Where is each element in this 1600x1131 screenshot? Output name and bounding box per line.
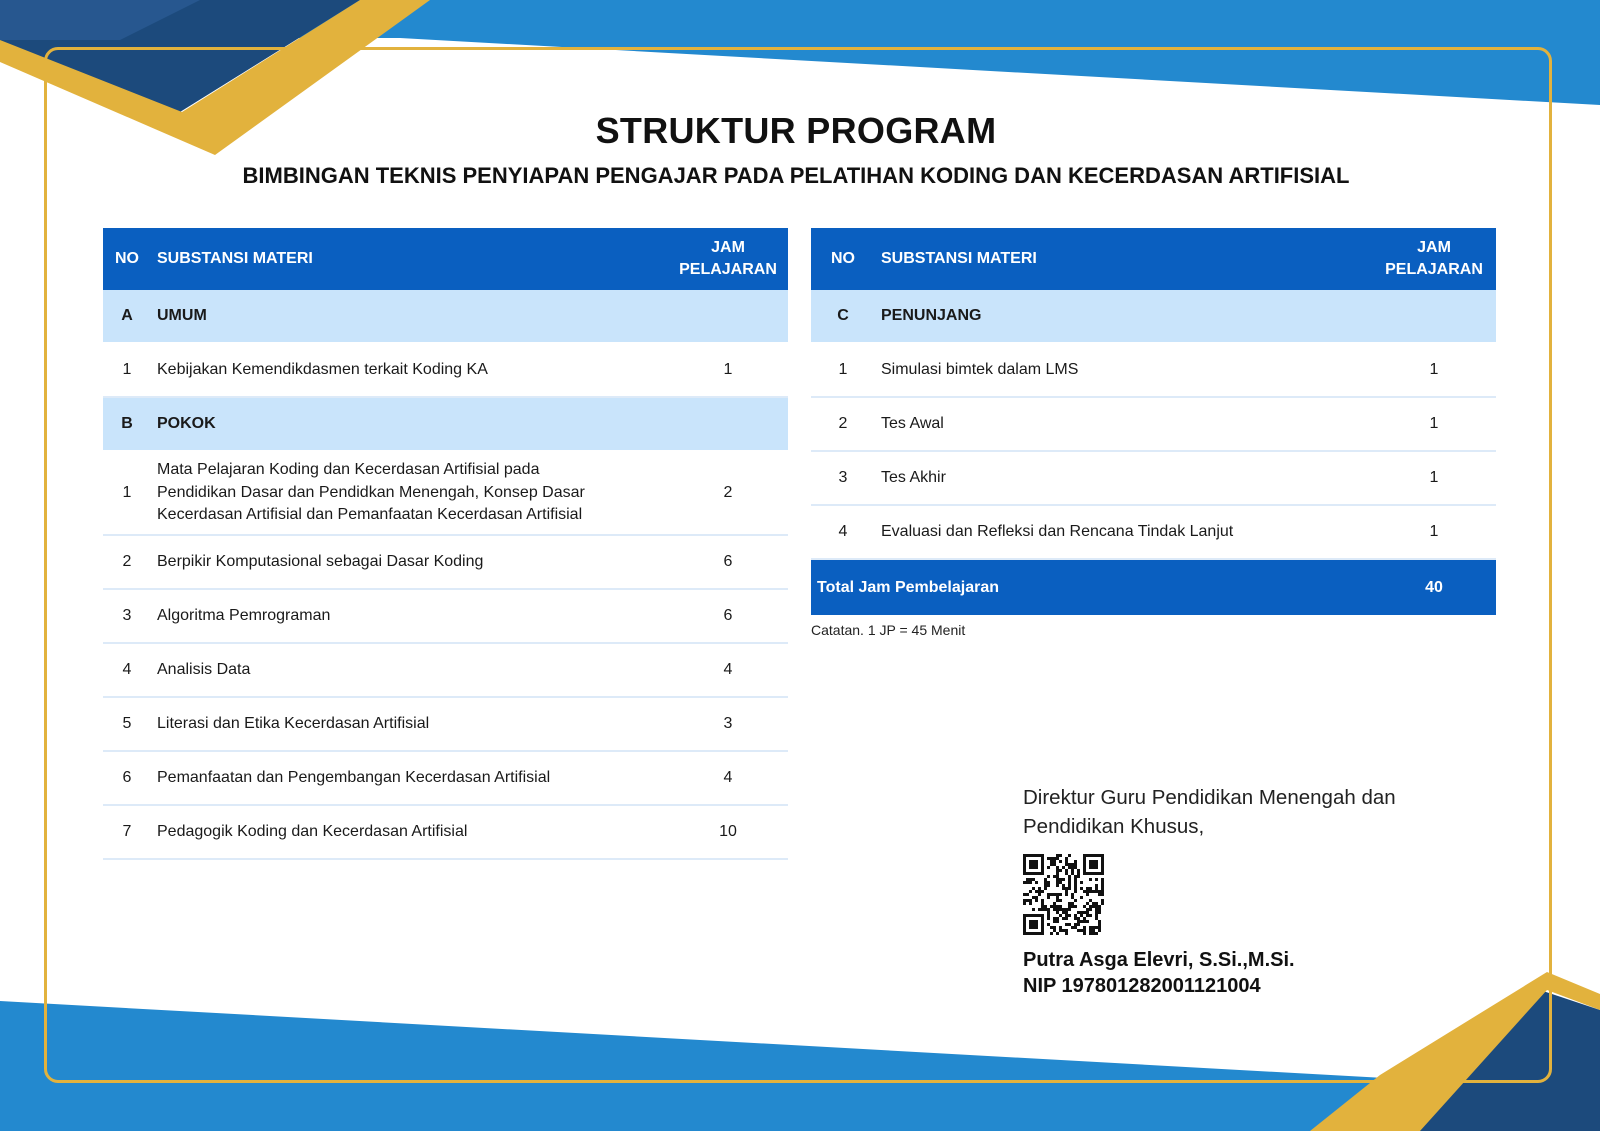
table-row xyxy=(811,451,1496,505)
row-no: 1 xyxy=(811,343,875,397)
table-row xyxy=(103,643,788,697)
row-materi: Algoritma Pemrograman xyxy=(151,589,668,643)
table-row xyxy=(103,589,788,643)
row-jam: 1 xyxy=(1372,397,1496,451)
section-code: A xyxy=(103,290,151,343)
table-row xyxy=(103,451,788,535)
table-row xyxy=(811,397,1496,451)
row-jam: 4 xyxy=(668,643,788,697)
row-materi: Pedagogik Koding dan Kecerdasan Artifisial xyxy=(151,805,668,859)
row-materi: Mata Pelajaran Koding dan Kecerdasan Artifisial pada Pendidikan Dasar dan Pendidkan Menengah, Konsep Dasar Kecerdasan Artifisial dan Pemanfaatan Kecerdasan Artifisial xyxy=(151,451,668,535)
row-materi: Analisis Data xyxy=(151,643,668,697)
footnote: Catatan. 1 JP = 45 Menit xyxy=(811,622,966,638)
table-row xyxy=(103,697,788,751)
row-materi: Simulasi bimtek dalam LMS xyxy=(875,343,1372,397)
row-materi: Kebijakan Kemendikdasmen terkait Koding KA xyxy=(151,343,668,397)
table-row xyxy=(811,505,1496,559)
row-no: 3 xyxy=(811,451,875,505)
row-jam: 3 xyxy=(668,697,788,751)
table-row xyxy=(103,535,788,589)
row-materi: Pemanfaatan dan Pengembangan Kecerdasan Artifisial xyxy=(151,751,668,805)
total-row xyxy=(811,559,1496,615)
row-jam: 1 xyxy=(1372,505,1496,559)
section-row-penunjang xyxy=(811,290,1496,343)
program-table-left xyxy=(103,228,788,860)
table-row xyxy=(811,343,1496,397)
column-header-no: NO xyxy=(811,228,875,290)
row-jam: 2 xyxy=(668,451,788,535)
column-header-jam: JAM PELAJARAN xyxy=(1372,228,1496,290)
signatory-name: Putra Asga Elevri, S.Si.,M.Si. xyxy=(1023,949,1295,971)
row-no: 4 xyxy=(103,643,151,697)
row-no: 1 xyxy=(103,451,151,535)
row-jam: 1 xyxy=(1372,451,1496,505)
section-row-pokok xyxy=(103,397,788,451)
column-header-no: NO xyxy=(103,228,151,290)
section-name: PENUNJANG xyxy=(875,290,1496,343)
section-name: POKOK xyxy=(151,397,788,451)
table-header-row xyxy=(103,228,788,290)
table-row xyxy=(103,343,788,397)
section-row-umum xyxy=(103,290,788,343)
row-no: 5 xyxy=(103,697,151,751)
table-header-row xyxy=(811,228,1496,290)
row-no: 3 xyxy=(103,589,151,643)
section-code: C xyxy=(811,290,875,343)
table-row xyxy=(103,805,788,859)
qr-code xyxy=(1023,854,1104,935)
section-code: B xyxy=(103,397,151,451)
signatory-name-block xyxy=(1023,947,1295,999)
row-no: 2 xyxy=(103,535,151,589)
row-no: 4 xyxy=(811,505,875,559)
table-row xyxy=(103,751,788,805)
row-materi: Berpikir Komputasional sebagai Dasar Koding xyxy=(151,535,668,589)
page-title: STRUKTUR PROGRAM xyxy=(595,110,997,151)
row-materi: Evaluasi dan Refleksi dan Rencana Tindak Lanjut xyxy=(875,505,1372,559)
row-no: 1 xyxy=(103,343,151,397)
row-jam: 1 xyxy=(1372,343,1496,397)
page-subtitle: BIMBINGAN TEKNIS PENYIAPAN PENGAJAR PADA PELATIHAN KODING DAN KECERDASAN ARTIFISIAL xyxy=(242,163,1350,188)
row-materi: Tes Awal xyxy=(875,397,1372,451)
row-no: 7 xyxy=(103,805,151,859)
row-materi: Literasi dan Etika Kecerdasan Artifisial xyxy=(151,697,668,751)
row-jam: 6 xyxy=(668,535,788,589)
program-table-right xyxy=(811,228,1496,615)
row-jam: 6 xyxy=(668,589,788,643)
row-jam: 4 xyxy=(668,751,788,805)
row-no: 6 xyxy=(103,751,151,805)
column-header-substansi: SUBSTANSI MATERI xyxy=(151,228,668,290)
column-header-substansi: SUBSTANSI MATERI xyxy=(875,228,1372,290)
signatory-title: Direktur Guru Pendidikan Menengah dan Pendidikan Khusus, xyxy=(1023,786,1396,838)
section-name: UMUM xyxy=(151,290,788,343)
row-materi: Tes Akhir xyxy=(875,451,1372,505)
total-value: 40 xyxy=(1372,559,1496,615)
column-header-jam: JAM PELAJARAN xyxy=(668,228,788,290)
total-label: Total Jam Pembelajaran xyxy=(811,559,1372,615)
row-jam: 10 xyxy=(668,805,788,859)
row-jam: 1 xyxy=(668,343,788,397)
row-no: 2 xyxy=(811,397,875,451)
signatory-nip: NIP 197801282001121004 xyxy=(1023,975,1261,997)
